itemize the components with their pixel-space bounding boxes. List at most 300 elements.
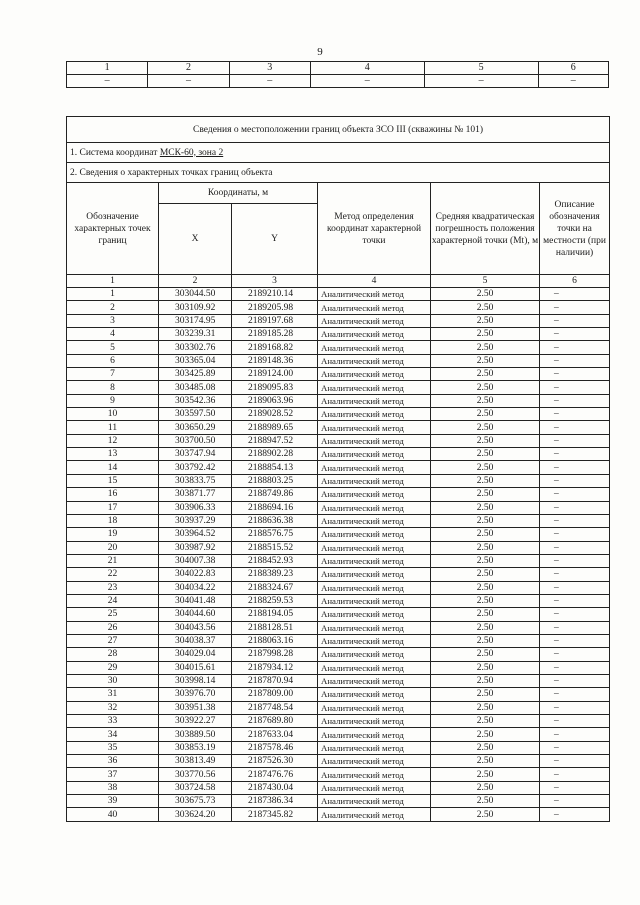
method: Аналитический метод xyxy=(318,674,431,687)
description: – xyxy=(540,781,610,794)
cell: – xyxy=(310,75,424,88)
description: – xyxy=(540,674,610,687)
coordinate-system-value: МСК-60, зона 2 xyxy=(159,147,224,158)
x-coordinate: 303044.50 xyxy=(159,288,232,301)
accuracy: 2.50 xyxy=(431,421,540,434)
accuracy: 2.50 xyxy=(431,408,540,421)
accuracy: 2.50 xyxy=(431,581,540,594)
accuracy: 2.50 xyxy=(431,488,540,501)
description: – xyxy=(540,354,610,367)
accuracy: 2.50 xyxy=(431,568,540,581)
description: – xyxy=(540,341,610,354)
description: – xyxy=(540,594,610,607)
accuracy: 2.50 xyxy=(431,434,540,447)
description: – xyxy=(540,688,610,701)
table-row xyxy=(67,715,610,728)
y-coordinate: 2188389.23 xyxy=(232,568,318,581)
accuracy: 2.50 xyxy=(431,354,540,367)
y-coordinate: 2189028.52 xyxy=(232,408,318,421)
x-coordinate: 303109.92 xyxy=(159,301,232,314)
point-number: 26 xyxy=(67,621,159,634)
accuracy: 2.50 xyxy=(431,715,540,728)
description: – xyxy=(540,328,610,341)
method: Аналитический метод xyxy=(318,741,431,754)
table-row xyxy=(67,741,610,754)
table-row xyxy=(67,568,610,581)
table-row xyxy=(67,581,610,594)
accuracy: 2.50 xyxy=(431,701,540,714)
table-row xyxy=(67,781,610,794)
accuracy: 2.50 xyxy=(431,634,540,647)
method: Аналитический метод xyxy=(318,474,431,487)
point-number: 24 xyxy=(67,594,159,607)
cell: 3 xyxy=(229,62,310,75)
accuracy: 2.50 xyxy=(431,301,540,314)
description: – xyxy=(540,608,610,621)
y-coordinate: 2187578.46 xyxy=(232,741,318,754)
x-coordinate: 304015.61 xyxy=(159,661,232,674)
table-row xyxy=(67,634,610,647)
points-section-row xyxy=(67,163,610,183)
x-coordinate: 304034.22 xyxy=(159,581,232,594)
y-coordinate: 2189168.82 xyxy=(232,341,318,354)
point-number: 38 xyxy=(67,781,159,794)
table-row xyxy=(67,501,610,514)
y-coordinate: 2188854.13 xyxy=(232,461,318,474)
accuracy: 2.50 xyxy=(431,674,540,687)
accuracy: 2.50 xyxy=(431,288,540,301)
accuracy: 2.50 xyxy=(431,461,540,474)
description: – xyxy=(540,715,610,728)
x-coordinate: 303770.56 xyxy=(159,768,232,781)
accuracy: 2.50 xyxy=(431,448,540,461)
x-coordinate: 303937.29 xyxy=(159,514,232,527)
point-number: 10 xyxy=(67,408,159,421)
accuracy: 2.50 xyxy=(431,755,540,768)
table-row xyxy=(67,688,610,701)
y-coordinate: 2188989.65 xyxy=(232,421,318,434)
y-coordinate: 2189148.36 xyxy=(232,354,318,367)
method: Аналитический метод xyxy=(318,621,431,634)
accuracy: 2.50 xyxy=(431,768,540,781)
accuracy: 2.50 xyxy=(431,554,540,567)
description: – xyxy=(540,581,610,594)
table-row xyxy=(67,448,610,461)
method: Аналитический метод xyxy=(318,368,431,381)
description: – xyxy=(540,808,610,821)
x-coordinate: 303597.50 xyxy=(159,408,232,421)
point-number: 29 xyxy=(67,661,159,674)
method: Аналитический метод xyxy=(318,715,431,728)
table-row xyxy=(67,608,610,621)
description: – xyxy=(540,381,610,394)
method: Аналитический метод xyxy=(318,288,431,301)
table-row xyxy=(67,795,610,808)
point-number: 21 xyxy=(67,554,159,567)
point-number: 34 xyxy=(67,728,159,741)
description: – xyxy=(540,648,610,661)
y-coordinate: 2188636.38 xyxy=(232,514,318,527)
method: Аналитический метод xyxy=(318,314,431,327)
accuracy: 2.50 xyxy=(431,648,540,661)
y-coordinate: 2189205.98 xyxy=(232,301,318,314)
method: Аналитический метод xyxy=(318,421,431,434)
y-coordinate: 2187998.28 xyxy=(232,648,318,661)
table-row xyxy=(67,528,610,541)
table-row xyxy=(67,354,610,367)
accuracy: 2.50 xyxy=(431,594,540,607)
y-coordinate: 2187633.04 xyxy=(232,728,318,741)
point-number: 18 xyxy=(67,514,159,527)
x-coordinate: 303889.50 xyxy=(159,728,232,741)
point-number: 8 xyxy=(67,381,159,394)
point-number: 31 xyxy=(67,688,159,701)
table-row xyxy=(67,808,610,821)
point-number: 35 xyxy=(67,741,159,754)
x-coordinate: 304022.83 xyxy=(159,568,232,581)
x-coordinate: 303964.52 xyxy=(159,528,232,541)
description: – xyxy=(540,755,610,768)
y-coordinate: 2188324.67 xyxy=(232,581,318,594)
x-coordinate: 303987.92 xyxy=(159,541,232,554)
point-number: 39 xyxy=(67,795,159,808)
description: – xyxy=(540,301,610,314)
y-coordinate: 2187809.00 xyxy=(232,688,318,701)
x-coordinate: 304044.60 xyxy=(159,608,232,621)
point-number: 2 xyxy=(67,301,159,314)
method: Аналитический метод xyxy=(318,568,431,581)
x-coordinate: 303700.50 xyxy=(159,434,232,447)
table-row xyxy=(67,434,610,447)
description: – xyxy=(540,448,610,461)
accuracy: 2.50 xyxy=(431,341,540,354)
y-coordinate: 2189197.68 xyxy=(232,314,318,327)
description: – xyxy=(540,795,610,808)
x-coordinate: 303724.58 xyxy=(159,781,232,794)
y-coordinate: 2188194.05 xyxy=(232,608,318,621)
x-coordinate: 303542.36 xyxy=(159,394,232,407)
y-coordinate: 2189185.28 xyxy=(232,328,318,341)
points-section-title: 2. Сведения о характерных точках границ объекта xyxy=(67,163,610,183)
description: – xyxy=(540,728,610,741)
accuracy: 2.50 xyxy=(431,781,540,794)
method: Аналитический метод xyxy=(318,634,431,647)
table-row xyxy=(67,461,610,474)
y-coordinate: 2188452.93 xyxy=(232,554,318,567)
method: Аналитический метод xyxy=(318,528,431,541)
column-number: 3 xyxy=(232,275,318,288)
point-number: 15 xyxy=(67,474,159,487)
cell: 5 xyxy=(424,62,538,75)
coordinate-system-row xyxy=(67,143,610,163)
method: Аналитический метод xyxy=(318,514,431,527)
points-body xyxy=(67,288,610,822)
table-row xyxy=(67,488,610,501)
header-y: Y xyxy=(232,204,318,275)
cell: – xyxy=(67,75,148,88)
description: – xyxy=(540,554,610,567)
accuracy: 2.50 xyxy=(431,608,540,621)
header-coordinates: Координаты, м xyxy=(159,183,318,204)
header-method: Метод определения координат характерной точки xyxy=(318,183,431,275)
table-row xyxy=(67,368,610,381)
x-coordinate: 303906.33 xyxy=(159,501,232,514)
method: Аналитический метод xyxy=(318,768,431,781)
table-row xyxy=(67,621,610,634)
method: Аналитический метод xyxy=(318,581,431,594)
point-number: 3 xyxy=(67,314,159,327)
column-numbers-row xyxy=(67,275,610,288)
x-coordinate: 303792.42 xyxy=(159,461,232,474)
cell: – xyxy=(424,75,538,88)
description: – xyxy=(540,741,610,754)
x-coordinate: 303951.38 xyxy=(159,701,232,714)
y-coordinate: 2188902.28 xyxy=(232,448,318,461)
description: – xyxy=(540,461,610,474)
x-coordinate: 303675.73 xyxy=(159,795,232,808)
point-number: 25 xyxy=(67,608,159,621)
cell: – xyxy=(229,75,310,88)
table-row xyxy=(67,288,610,301)
y-coordinate: 2189124.00 xyxy=(232,368,318,381)
y-coordinate: 2187386.34 xyxy=(232,795,318,808)
y-coordinate: 2187430.04 xyxy=(232,781,318,794)
table-row xyxy=(67,755,610,768)
description: – xyxy=(540,368,610,381)
point-number: 12 xyxy=(67,434,159,447)
x-coordinate: 303922.27 xyxy=(159,715,232,728)
accuracy: 2.50 xyxy=(431,328,540,341)
column-number: 6 xyxy=(540,275,610,288)
cell: – xyxy=(148,75,229,88)
x-coordinate: 303853.19 xyxy=(159,741,232,754)
page-number: 9 xyxy=(317,46,323,58)
point-number: 19 xyxy=(67,528,159,541)
y-coordinate: 2187934.12 xyxy=(232,661,318,674)
method: Аналитический метод xyxy=(318,354,431,367)
table-row xyxy=(67,394,610,407)
table-row xyxy=(67,314,610,327)
description: – xyxy=(540,514,610,527)
description: – xyxy=(540,314,610,327)
x-coordinate: 303813.49 xyxy=(159,755,232,768)
method: Аналитический метод xyxy=(318,488,431,501)
point-number: 36 xyxy=(67,755,159,768)
x-coordinate: 304029.04 xyxy=(159,648,232,661)
cell: – xyxy=(538,75,608,88)
y-coordinate: 2188576.75 xyxy=(232,528,318,541)
cell: 2 xyxy=(148,62,229,75)
method: Аналитический метод xyxy=(318,661,431,674)
x-coordinate: 303624.20 xyxy=(159,808,232,821)
method: Аналитический метод xyxy=(318,608,431,621)
method: Аналитический метод xyxy=(318,648,431,661)
method: Аналитический метод xyxy=(318,755,431,768)
point-number: 27 xyxy=(67,634,159,647)
point-number: 30 xyxy=(67,674,159,687)
point-number: 23 xyxy=(67,581,159,594)
point-number: 33 xyxy=(67,715,159,728)
accuracy: 2.50 xyxy=(431,474,540,487)
method: Аналитический метод xyxy=(318,688,431,701)
column-number: 4 xyxy=(318,275,431,288)
point-number: 13 xyxy=(67,448,159,461)
accuracy: 2.50 xyxy=(431,514,540,527)
method: Аналитический метод xyxy=(318,808,431,821)
description: – xyxy=(540,621,610,634)
accuracy: 2.50 xyxy=(431,528,540,541)
boundary-points-table xyxy=(66,116,610,822)
method: Аналитический метод xyxy=(318,701,431,714)
point-number: 20 xyxy=(67,541,159,554)
description: – xyxy=(540,661,610,674)
y-coordinate: 2189210.14 xyxy=(232,288,318,301)
y-coordinate: 2188803.25 xyxy=(232,474,318,487)
description: – xyxy=(540,421,610,434)
description: – xyxy=(540,634,610,647)
table-row xyxy=(67,381,610,394)
y-coordinate: 2189095.83 xyxy=(232,381,318,394)
table-row xyxy=(67,701,610,714)
x-coordinate: 303747.94 xyxy=(159,448,232,461)
x-coordinate: 303239.31 xyxy=(159,328,232,341)
table-row xyxy=(67,514,610,527)
method: Аналитический метод xyxy=(318,394,431,407)
description: – xyxy=(540,408,610,421)
accuracy: 2.50 xyxy=(431,314,540,327)
y-coordinate: 2188259.53 xyxy=(232,594,318,607)
point-number: 7 xyxy=(67,368,159,381)
point-number: 4 xyxy=(67,328,159,341)
y-coordinate: 2188515.52 xyxy=(232,541,318,554)
table-title: Сведения о местоположении границ объекта ЗСО III (скважины № 101) xyxy=(67,117,610,143)
x-coordinate: 304007.38 xyxy=(159,554,232,567)
description: – xyxy=(540,288,610,301)
method: Аналитический метод xyxy=(318,301,431,314)
method: Аналитический метод xyxy=(318,461,431,474)
description: – xyxy=(540,488,610,501)
accuracy: 2.50 xyxy=(431,728,540,741)
x-coordinate: 303976.70 xyxy=(159,688,232,701)
accuracy: 2.50 xyxy=(431,541,540,554)
header-description: Описание обозначения точки на местности (при наличии) xyxy=(540,183,610,275)
point-number: 6 xyxy=(67,354,159,367)
x-coordinate: 303998.14 xyxy=(159,674,232,687)
accuracy: 2.50 xyxy=(431,394,540,407)
y-coordinate: 2188128.51 xyxy=(232,621,318,634)
x-coordinate: 303485.08 xyxy=(159,381,232,394)
point-number: 14 xyxy=(67,461,159,474)
description: – xyxy=(540,528,610,541)
table-row xyxy=(67,554,610,567)
table-row xyxy=(67,594,610,607)
point-number: 11 xyxy=(67,421,159,434)
cell: 6 xyxy=(538,62,608,75)
method: Аналитический метод xyxy=(318,541,431,554)
x-coordinate: 303833.75 xyxy=(159,474,232,487)
description: – xyxy=(540,568,610,581)
x-coordinate: 303365.04 xyxy=(159,354,232,367)
table-row xyxy=(67,328,610,341)
point-number: 5 xyxy=(67,341,159,354)
title-row xyxy=(67,117,610,143)
method: Аналитический метод xyxy=(318,781,431,794)
point-number: 22 xyxy=(67,568,159,581)
coordinate-system-label: 1. Система координат xyxy=(70,147,160,158)
y-coordinate: 2187345.82 xyxy=(232,808,318,821)
description: – xyxy=(540,701,610,714)
header-designation: Обозначение характерных точек границ xyxy=(67,183,159,275)
table-row xyxy=(67,421,610,434)
y-coordinate: 2187526.30 xyxy=(232,755,318,768)
continuation-data-row xyxy=(67,75,609,88)
y-coordinate: 2187476.76 xyxy=(232,768,318,781)
accuracy: 2.50 xyxy=(431,688,540,701)
continuation-header-row xyxy=(67,62,609,75)
point-number: 16 xyxy=(67,488,159,501)
x-coordinate: 303302.76 xyxy=(159,341,232,354)
header-row-1 xyxy=(67,183,610,204)
description: – xyxy=(540,541,610,554)
header-accuracy: Средняя квадратическая погрешность положения характерной точки (Mt), м xyxy=(431,183,540,275)
method: Аналитический метод xyxy=(318,554,431,567)
point-number: 17 xyxy=(67,501,159,514)
y-coordinate: 2188947.52 xyxy=(232,434,318,447)
table-row xyxy=(67,661,610,674)
method: Аналитический метод xyxy=(318,448,431,461)
x-coordinate: 303650.29 xyxy=(159,421,232,434)
accuracy: 2.50 xyxy=(431,368,540,381)
method: Аналитический метод xyxy=(318,408,431,421)
description: – xyxy=(540,394,610,407)
table-row xyxy=(67,541,610,554)
table-row xyxy=(67,474,610,487)
x-coordinate: 304038.37 xyxy=(159,634,232,647)
point-number: 28 xyxy=(67,648,159,661)
accuracy: 2.50 xyxy=(431,795,540,808)
description: – xyxy=(540,474,610,487)
x-coordinate: 303174.95 xyxy=(159,314,232,327)
table-row xyxy=(67,674,610,687)
column-number: 2 xyxy=(159,275,232,288)
accuracy: 2.50 xyxy=(431,501,540,514)
x-coordinate: 304043.56 xyxy=(159,621,232,634)
point-number: 9 xyxy=(67,394,159,407)
method: Аналитический метод xyxy=(318,594,431,607)
column-number: 5 xyxy=(431,275,540,288)
cell: 1 xyxy=(67,62,148,75)
table-row xyxy=(67,341,610,354)
header-x: X xyxy=(159,204,232,275)
table-row xyxy=(67,301,610,314)
method: Аналитический метод xyxy=(318,501,431,514)
y-coordinate: 2188063.16 xyxy=(232,634,318,647)
column-number: 1 xyxy=(67,275,159,288)
accuracy: 2.50 xyxy=(431,621,540,634)
method: Аналитический метод xyxy=(318,728,431,741)
cell: 4 xyxy=(310,62,424,75)
y-coordinate: 2188694.16 xyxy=(232,501,318,514)
method: Аналитический метод xyxy=(318,434,431,447)
description: – xyxy=(540,434,610,447)
accuracy: 2.50 xyxy=(431,661,540,674)
method: Аналитический метод xyxy=(318,381,431,394)
y-coordinate: 2188749.86 xyxy=(232,488,318,501)
table-row xyxy=(67,768,610,781)
y-coordinate: 2187689.80 xyxy=(232,715,318,728)
method: Аналитический метод xyxy=(318,341,431,354)
method: Аналитический метод xyxy=(318,328,431,341)
